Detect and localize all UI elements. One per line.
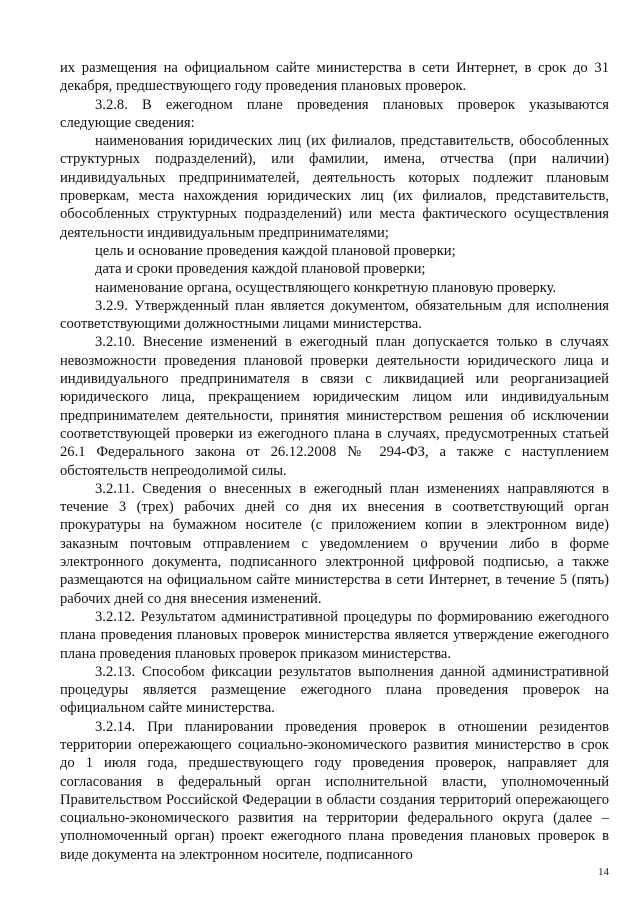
list-item-purpose: цель и основание проведения каждой плановой проверки;	[95, 242, 456, 259]
paragraph-3-2-10: 3.2.10. Внесение изменений в ежегодный план допускается только в случаях невозможности проведения плановой проверки деятельности юридического лица и индивидуального предпринимателя в связи с ликвидацией или реорганизацией юридического лица, прекращением юридическим лицом или индивидуальным предпринимателем деятельности, принятия министерством решения об исключении соответствующей проверки из ежегодного плана в случаях, предусмотренных статьей 26.1 Федерального закона от 26.12.2008 № 294-ФЗ, а также с наступлением обстоятельств непреодолимой силы.	[60, 334, 609, 479]
list-item-authority: наименование органа, осуществляющего конкретную плановую проверку.	[95, 279, 557, 296]
page-number: 14	[598, 866, 609, 878]
paragraph-continuation: их размещения на официальном сайте министерства в сети Интернет, в срок до 31 декабря, предшествующего году проведения плановых проверок.	[60, 60, 609, 95]
document-body	[60, 59, 609, 864]
paragraph-3-2-14: 3.2.14. При планировании проведения проверок в отношении резидентов территории опережающего социально-экономического развития министерство в срок до 1 июля года, предшествующего году проведения проверок, направляет для согласования в федеральный орган исполнительной власти, уполномоченный Правительством Российской Федерации в области создания территорий опережающего социально-экономического развития на территории федерального округа (далее – уполномоченный орган) проект ежегодного плана проведения плановых проверок в виде документа на электронном носителе, подписанного	[60, 718, 609, 863]
list-item-names: наименования юридических лиц (их филиалов, представительств, обособленных структурных подразделений), или фамилии, имена, отчества (при наличии) индивидуальных предпринимателей, деятельность которых подлежит плановым проверкам, места нахождения юридических лиц (их филиалов, представительств, обособленных структурных подразделений) или места фактического осуществления деятельности индивидуальным предпринимателями;	[60, 133, 609, 241]
paragraph-3-2-11: 3.2.11. Сведения о внесенных в ежегодный план изменениях направляются в течение 3 (трех) рабочих дней со дня их внесения в соответствующий орган прокуратуры на бумажном носителе (с приложением копии в электронном виде) заказным почтовым отправлением с уведомлением о вручении либо в форме электронного документа, подписанного электронной цифровой подписью, а также размещаются на официальном сайте министерства в сети Интернет, в течение 5 (пять) рабочих дней со дня внесения изменений.	[60, 480, 609, 607]
paragraph-3-2-13: 3.2.13. Способом фиксации результатов выполнения данной административной процедуры является размещение ежегодного плана проведения проверок на официальном сайте министерства.	[60, 663, 609, 717]
paragraph-3-2-8: 3.2.8. В ежегодном плане проведения плановых проверок указываются следующие сведения:	[60, 96, 609, 131]
list-item-dates: дата и сроки проведения каждой плановой проверки;	[95, 261, 426, 278]
paragraph-3-2-9: 3.2.9. Утвержденный план является документом, обязательным для исполнения соответствующими должностными лицами министерства.	[60, 297, 609, 333]
paragraph-3-2-12: 3.2.12. Результатом административной процедуры по формированию ежегодного плана проведения плановых проверок министерства является утверждение ежегодного плана проведения плановых проверок приказом министерства.	[60, 608, 609, 662]
